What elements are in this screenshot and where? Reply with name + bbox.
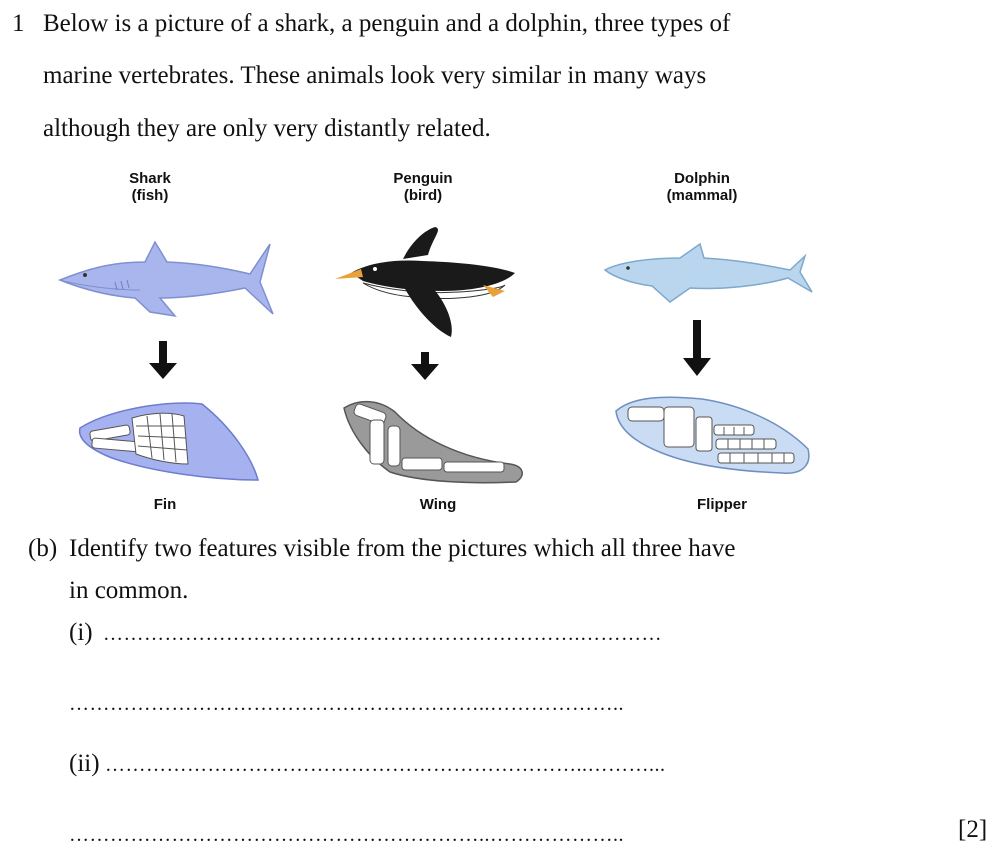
shark-label	[100, 170, 200, 204]
part-b-label: (b)	[28, 535, 58, 562]
fin-skeleton-illustration	[72, 398, 262, 488]
flipper-label: Flipper	[696, 496, 747, 513]
answer-i-label: (i)	[69, 619, 93, 646]
answer-ii-line-1[interactable]: ……………………………………………………………..………...	[105, 754, 666, 776]
question-line-1: Below is a picture of a shark, a penguin and a dolphin, three types of	[43, 10, 731, 37]
shark-name: Shark	[129, 170, 171, 187]
penguin-label	[373, 170, 473, 204]
penguin-arrow-icon	[410, 352, 440, 382]
penguin-illustration	[333, 225, 523, 340]
dolphin-group: (mammal)	[666, 187, 738, 204]
answer-i-line-2[interactable]: ……………………………………………………..………………..	[69, 693, 624, 715]
marks-label: [2]	[958, 816, 988, 843]
wing-skeleton-illustration	[340, 398, 530, 488]
wing-label: Wing	[419, 496, 457, 513]
dolphin-label	[642, 170, 762, 204]
penguin-group: (bird)	[403, 187, 443, 204]
answer-i-line-1[interactable]: …………………………………………………………….…………	[103, 623, 662, 645]
dolphin-arrow-icon	[682, 320, 712, 378]
dolphin-name: Dolphin	[674, 170, 730, 187]
shark-group: (fish)	[131, 187, 169, 204]
fin-label: Fin	[153, 496, 177, 513]
shark-arrow-icon	[148, 341, 178, 381]
shark-illustration	[55, 232, 275, 322]
question-line-3: although they are only very distantly related.	[43, 115, 491, 142]
question-number: 1	[12, 10, 25, 37]
question-line-2: marine vertebrates. These animals look very similar in many ways	[43, 62, 707, 89]
answer-ii-label: (ii)	[69, 750, 100, 777]
part-b-line-1: Identify two features visible from the pictures which all three have	[69, 535, 736, 562]
penguin-name: Penguin	[393, 170, 453, 187]
flipper-skeleton-illustration	[612, 393, 817, 483]
answer-ii-line-2[interactable]: ……………………………………………………..………………..	[69, 824, 624, 846]
part-b-line-2: in common.	[69, 577, 189, 604]
dolphin-illustration	[600, 240, 815, 305]
